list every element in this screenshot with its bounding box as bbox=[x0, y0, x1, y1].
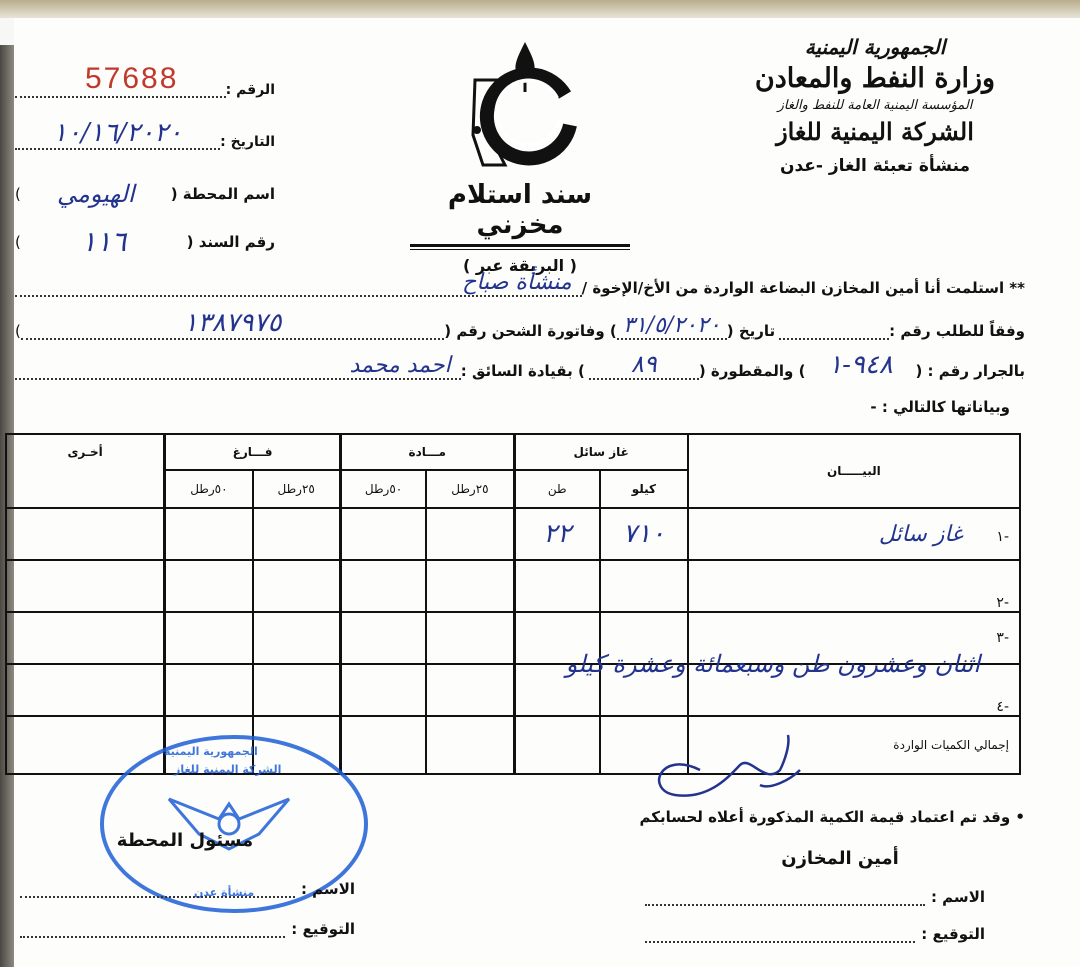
tractor-value: ٩٤٨-١ bbox=[828, 350, 893, 380]
row-cell bbox=[514, 716, 600, 774]
row-cell bbox=[6, 664, 165, 716]
title-underline bbox=[410, 244, 630, 250]
storekeeper-name-row bbox=[645, 888, 985, 906]
receipt-number-field bbox=[15, 62, 226, 98]
col-empty-50-header: ٥٠رطل bbox=[165, 470, 253, 508]
header-company: الشركة اليمنية للغاز bbox=[776, 117, 974, 146]
order-date-value: ٣١/٥/٢٠٢٠ bbox=[622, 313, 721, 338]
col-other-header: أخـرى bbox=[6, 434, 165, 508]
order-number-label: وفقاً للطلب رقم : bbox=[889, 322, 1025, 340]
row-cell bbox=[6, 508, 165, 560]
station-official-title: مسئول المحطة bbox=[116, 830, 254, 851]
col-description-header: البيـــــان bbox=[688, 434, 1020, 508]
station-signature-row bbox=[20, 920, 355, 938]
row-number: -٢ bbox=[996, 595, 1009, 611]
doc-number-label: رقم السند ( bbox=[186, 232, 275, 251]
station-name-field[interactable] bbox=[20, 882, 295, 898]
date-label: التاريخ : bbox=[220, 134, 275, 150]
order-number-field bbox=[779, 338, 889, 340]
row-number: -٣ bbox=[996, 630, 1009, 646]
document-title-block bbox=[410, 180, 630, 275]
trailer-label: ) والمقطورة ( bbox=[698, 362, 806, 380]
details-intro: وبياناتها كالتالي : - bbox=[870, 398, 1010, 416]
date-value: ١٠/١٦/٢٠٢٠ bbox=[52, 118, 183, 148]
company-logo bbox=[465, 40, 585, 170]
driver-value: احمد محمد bbox=[349, 353, 451, 378]
col-ton-header: طن bbox=[514, 470, 600, 508]
trailer-field bbox=[589, 350, 699, 380]
header-facility: منشأة تعبئة الغاز -عدن bbox=[779, 156, 971, 176]
flame-logo-icon bbox=[465, 40, 585, 170]
approval-note: • وقد تم اعتماد قيمة الكمية المذكورة أعلاه لحسابكم bbox=[639, 808, 1025, 826]
row-description bbox=[688, 560, 1020, 612]
row-cell bbox=[340, 560, 426, 612]
storekeeper-name-field[interactable] bbox=[645, 890, 925, 906]
row-cell bbox=[426, 560, 514, 612]
row-cell bbox=[6, 612, 165, 664]
table-row bbox=[6, 508, 1020, 560]
tractor-label: بالجرار رقم : ( bbox=[915, 362, 1025, 380]
col-material-header: مـــادة bbox=[340, 434, 514, 470]
order-invoice-row bbox=[15, 308, 1025, 340]
storekeeper-signature-label: التوقيع : bbox=[921, 925, 985, 943]
row-cell bbox=[6, 560, 165, 612]
storekeeper-title: أمين المخازن bbox=[781, 848, 899, 869]
station-name-row bbox=[20, 880, 355, 898]
paper-top-edge bbox=[0, 0, 1080, 18]
row-cell bbox=[340, 508, 426, 560]
col-material-50-header: ٥٠رطل bbox=[340, 470, 426, 508]
stamp-text-top: الجمهورية اليمنية bbox=[164, 745, 258, 758]
col-empty-header: فـــارغ bbox=[165, 434, 341, 470]
row-cell bbox=[253, 508, 341, 560]
storekeeper-name-label: الاسم : bbox=[930, 888, 985, 906]
row-cell bbox=[165, 560, 253, 612]
table-row bbox=[6, 560, 1020, 612]
storekeeper-signature-row bbox=[645, 925, 985, 943]
header-corporation: المؤسسة اليمنية العامة للنفط والغاز bbox=[777, 98, 973, 113]
received-from-row bbox=[15, 270, 1025, 297]
row-kilo-value: ٧١٠ bbox=[600, 508, 688, 560]
station-row bbox=[15, 180, 275, 208]
row-description-value: غاز سائل bbox=[878, 521, 963, 547]
row-number: -١ bbox=[996, 528, 1009, 545]
station-label: اسم المحطة ( bbox=[170, 185, 275, 203]
invoice-close-paren: ) bbox=[15, 322, 21, 340]
stamp-text-mid: الشركة اليمنية للغاز bbox=[174, 763, 282, 776]
col-empty-25-header: ٢٥رطل bbox=[253, 470, 341, 508]
goods-table bbox=[5, 433, 1021, 775]
date-row bbox=[15, 118, 275, 150]
invoice-label: ) وفاتورة الشحن رقم ( bbox=[444, 322, 617, 340]
driver-field bbox=[15, 353, 461, 380]
org-header bbox=[740, 35, 1010, 176]
doc-number-row bbox=[15, 225, 275, 258]
header-republic: الجمهورية اليمنية bbox=[804, 35, 946, 59]
order-date-label: تاريخ ( bbox=[726, 322, 776, 340]
col-material-25-header: ٢٥رطل bbox=[426, 470, 514, 508]
row-3-written-amount: اثنان وعشرون طن وسبعمائة وعشرة كيلو bbox=[565, 650, 980, 678]
row-cell bbox=[340, 716, 426, 774]
row-number: -٤ bbox=[996, 699, 1009, 715]
signature-scribble-icon bbox=[640, 730, 810, 800]
order-date-field bbox=[617, 313, 727, 340]
invoice-field bbox=[21, 308, 444, 340]
row-cell bbox=[253, 560, 341, 612]
col-liquid-gas-header: غاز سائل bbox=[514, 434, 688, 470]
trailer-value: ٨٩ bbox=[630, 350, 657, 378]
station-name-label: الاسم : bbox=[300, 880, 355, 898]
station-value: الهيومي bbox=[57, 180, 135, 208]
received-from-field bbox=[15, 270, 582, 297]
doc-number-close-paren: ) bbox=[15, 232, 21, 251]
station-signature-field[interactable] bbox=[20, 922, 285, 938]
vehicle-row bbox=[15, 350, 1025, 380]
station-signature-label: التوقيع : bbox=[291, 920, 355, 938]
received-from-label: ** استلمت أنا أمين المخازن البضاعة الواردة من الأخ/الإخوة / bbox=[581, 279, 1025, 297]
row-cell bbox=[165, 508, 253, 560]
invoice-value: ١٣٨٧٩٧٥ bbox=[183, 308, 282, 338]
date-field bbox=[15, 118, 220, 150]
receipt-number-row bbox=[15, 62, 275, 98]
driver-label: ) بقيادة السائق : bbox=[460, 362, 585, 380]
receipt-number-value: 57688 bbox=[85, 62, 179, 95]
row-ton-value: ٢٢ bbox=[514, 508, 600, 560]
row-cell bbox=[426, 508, 514, 560]
row-cell bbox=[600, 560, 688, 612]
row-cell bbox=[426, 716, 514, 774]
row-cell bbox=[514, 560, 600, 612]
header-ministry: وزارة النفط والمعادن bbox=[754, 63, 996, 94]
receipt-number-label: الرقم : bbox=[225, 82, 275, 98]
storekeeper-signature-field[interactable] bbox=[645, 927, 915, 943]
stamp-text-bottom: منشأة عدن bbox=[194, 886, 255, 899]
doc-number-value: ١١٦ bbox=[81, 225, 127, 258]
station-close-paren: ) bbox=[15, 185, 21, 203]
received-from-value: منشأة صباح bbox=[462, 270, 572, 295]
document-subtitle: ( البريقة عبر ) bbox=[463, 256, 577, 275]
row-description bbox=[688, 508, 1020, 560]
col-kilo-header: كيلو bbox=[600, 470, 688, 508]
total-label: إجمالي الكميات الواردة bbox=[688, 716, 1020, 774]
document-title: سند استلام مخزني bbox=[447, 180, 593, 240]
